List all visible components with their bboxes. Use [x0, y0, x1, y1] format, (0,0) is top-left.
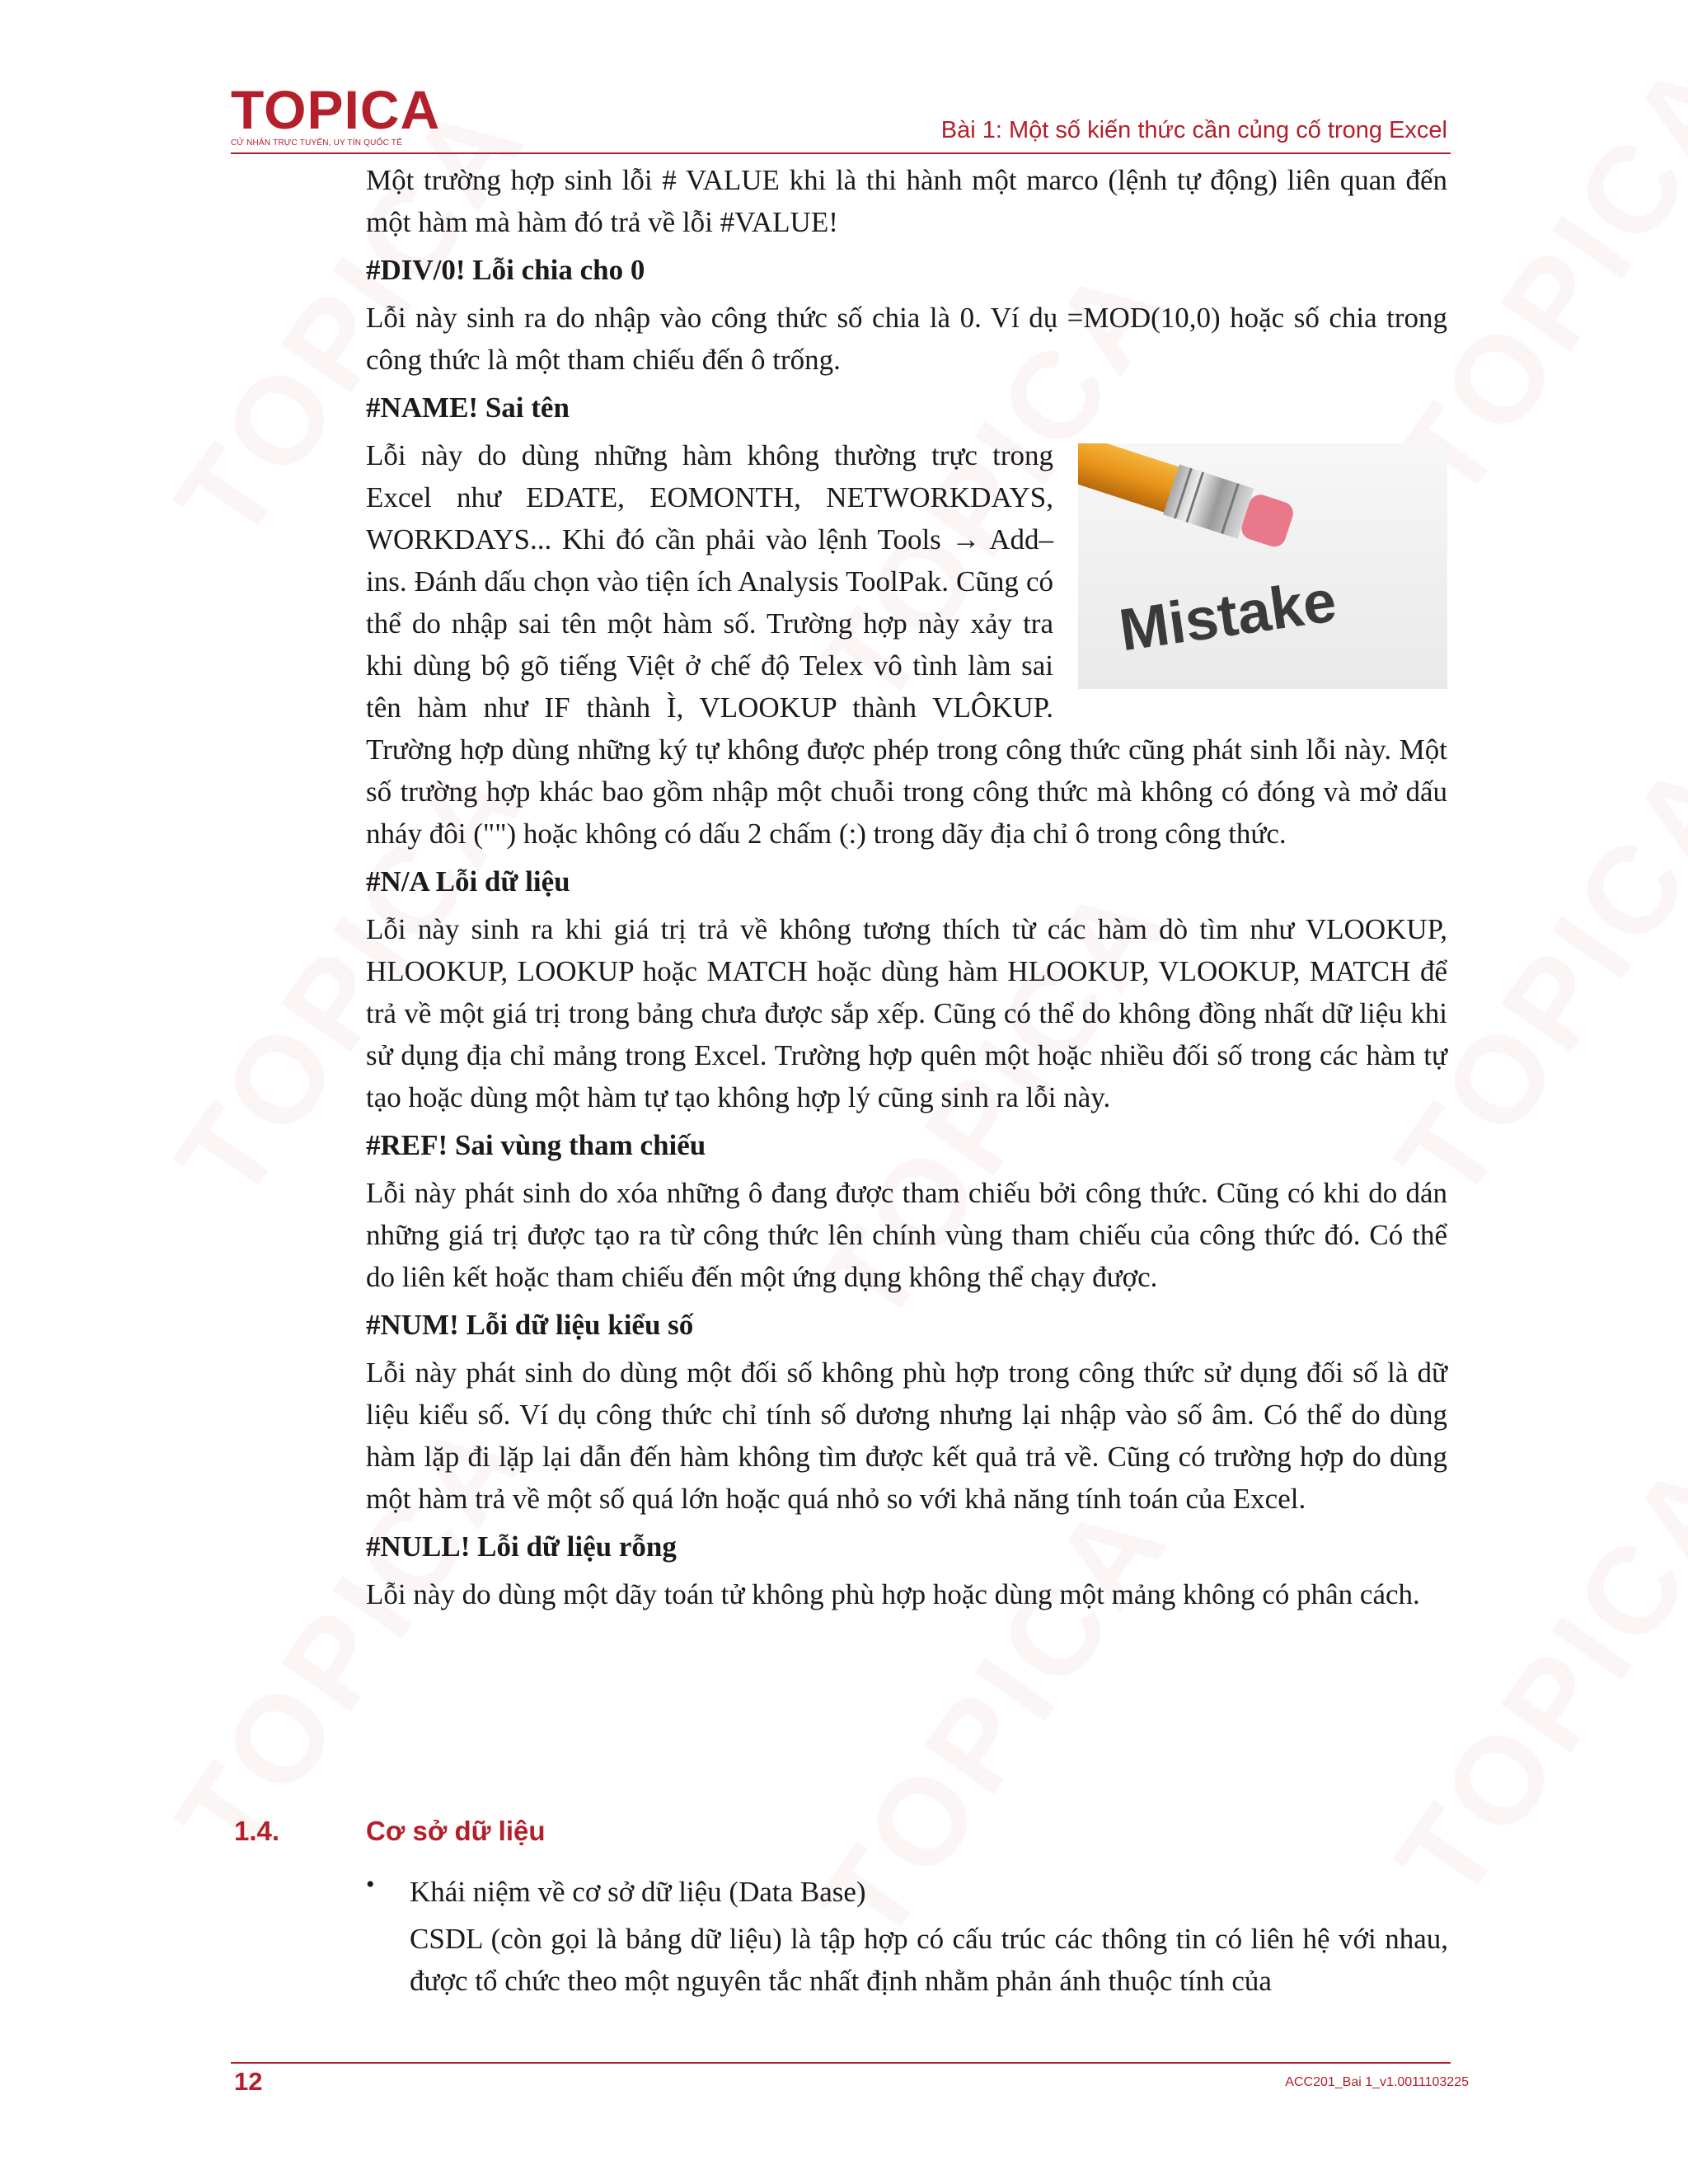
main-content — [366, 159, 1447, 1615]
name-paragraph: Lỗi này do dùng những hàm không thường trực trong Excel như EDATE, EOMONTH, NETWORKDAYS, WORKDAYS... Khi đó cần phải vào lệnh Tools → Add–ins. Đánh dấu chọn vào tiện ích Analysis ToolPak. Cũng có thể do nhập sai tên một hàm số. Trường hợp này xảy tra khi dùng bộ gõ tiếng Việt ở chế độ Telex vô tình làm sai tên hàm như IF thành Ì, VLOOKUP thành VLÔKUP. Trường hợp dùng những ký tự không được phép trong công thức cũng phát sinh lỗi này. Một số trường hợp khác bao gồm nhập một chuỗi trong công thức mà không có đóng và mở dấu nháy đôi ("") hoặc không có dấu 2 chấm (:) trong dãy địa chỉ ô trong công thức. — [366, 439, 1447, 850]
logo-text: TOPICA — [231, 79, 441, 140]
name-heading: #NAME! Sai tên — [366, 391, 570, 424]
value-paragraph: Một trường hợp sinh lỗi # VALUE khi là thi hành một marco (lệnh tự động) liên quan đến một hàm mà hàm đó trả về lỗi #VALUE! — [366, 164, 1447, 238]
logo-tagline: CỬ NHÂN TRỰC TUYẾN, UY TÍN QUỐC TẾ — [231, 138, 402, 148]
null-heading: #NULL! Lỗi dữ liệu rỗng — [366, 1530, 677, 1563]
na-heading: #N/A Lỗi dữ liệu — [366, 865, 570, 898]
bullet-title: Khái niệm về cơ sở dữ liệu (Data Base) — [410, 1876, 866, 1908]
section-title: Cơ sở dữ liệu — [366, 1816, 546, 1846]
num-paragraph: Lỗi này phát sinh do dùng một đối số không phù hợp trong công thức sử dụng đối số là dữ liệu kiểu số. Ví dụ công thức chỉ tính số dương nhưng lại nhập vào số âm. Có thể do dùng hàm lặp đi lặp lại dẫn đến hàm không tìm được kết quả trả về. Cũng có trường hợp do dùng một hàm trả về một số quá lớn hoặc quá nhỏ so với khả năng tính toán của Excel. — [366, 1357, 1447, 1515]
num-heading: #NUM! Lỗi dữ liệu kiểu số — [366, 1309, 694, 1341]
bullet-paragraph: CSDL (còn gọi là bảng dữ liệu) là tập hợp có cấu trúc các thông tin có liên hệ với nhau, được tổ chức theo một nguyên tắc nhất định nhằm phản ánh thuộc tính của — [410, 1923, 1448, 1997]
ref-heading: #REF! Sai vùng tham chiếu — [366, 1129, 706, 1161]
header-divider — [231, 152, 1451, 154]
null-paragraph: Lỗi này do dùng một dãy toán tử không phù hợp hoặc dùng một mảng không có phân cách. — [366, 1578, 1420, 1610]
topica-logo — [231, 79, 441, 148]
page-number: 12 — [234, 2067, 263, 2096]
ref-paragraph: Lỗi này phát sinh do xóa những ô đang được tham chiếu bởi công thức. Cũng có khi do dán những giá trị được tạo ra từ công thức lên chính vùng tham chiếu của công thức đó. Có thể do liên kết hoặc tham chiếu đến một ứng dụng không thể chạy được. — [366, 1177, 1447, 1293]
div0-heading: #DIV/0! Lỗi chia cho 0 — [366, 254, 645, 286]
section-number: 1.4. — [234, 1816, 280, 1846]
na-paragraph: Lỗi này sinh ra khi giá trị trả về không tương thích từ các hàm dò tìm như VLOOKUP, HLOOKUP, LOOKUP hoặc MATCH hoặc dùng hàm HLOOKUP, VLOOKUP, MATCH để trả về một giá trị trong bảng chưa được sắp xếp. Cũng có thể do không đồng nhất dữ liệu khi sử dụng địa chỉ mảng trong Excel. Trường hợp quên một hoặc nhiều đối số trong các hàm tự tạo hoặc dùng một hàm tự tạo không hợp lý cũng sinh ra lỗi này. — [366, 913, 1447, 1113]
mistake-pencil-image — [1078, 443, 1447, 689]
document-code: ACC201_Bai 1_v1.0011103225 — [1285, 2075, 1469, 2089]
page-header — [231, 79, 1451, 157]
div0-paragraph: Lỗi này sinh ra do nhập vào công thức số chia là 0. Ví dụ =MOD(10,0) hoặc số chia trong công thức là một tham chiếu đến ô trống. — [366, 302, 1447, 376]
bullet-icon: • — [366, 1871, 375, 1898]
footer-divider — [231, 2062, 1451, 2064]
lesson-title: Bài 1: Một số kiến thức cần củng cố trong Excel — [940, 117, 1447, 143]
bullet-item — [410, 1871, 1448, 2002]
mistake-word: Mistake — [1115, 568, 1340, 664]
